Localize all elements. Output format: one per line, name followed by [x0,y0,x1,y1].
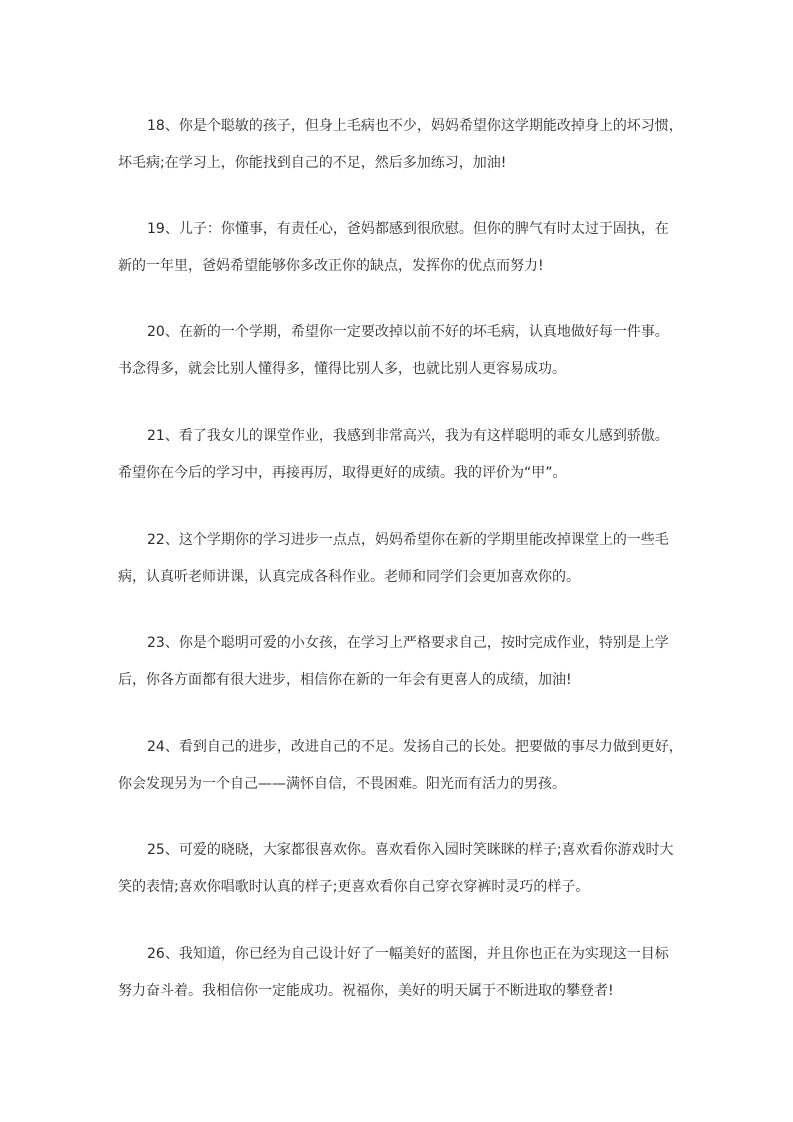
paragraph-line: 19、儿子：你懂事，有责任心，爸妈都感到很欣慰。但你的脾气有时太过于固执，在 [147,221,669,237]
paragraph-25 [118,840,678,897]
paragraph-line: 23、你是个聪明可爱的小女孩，在学习上严格要求自己，按时完成作业，特别是上学 [147,635,669,651]
paragraph-line: 18、你是个聪敏的孩子，但身上毛病也不少，妈妈希望你这学期能改掉身上的坏习惯， [147,118,683,134]
paragraph-24 [118,737,683,794]
paragraph-line: 后，你各方面都有很大进步，相信你在新的一年会有更喜人的成绩，加油! [118,672,572,688]
paragraph-18 [118,116,683,173]
paragraph-line: 新的一年里，爸妈希望能够你多改正你的缺点，发挥你的优点而努力! [118,258,544,274]
paragraph-20 [118,322,678,379]
paragraph-line: 希望你在今后的学习中，再接再厉，取得更好的成绩。我的评价为“甲”。 [118,465,567,481]
paragraph-line: 21、看了我女儿的课堂作业，我感到非常高兴，我为有这样聪明的乖女儿感到骄傲。 [147,428,669,444]
paragraph-23 [118,633,678,690]
paragraph-19 [118,219,678,276]
paragraph-22 [118,530,678,587]
paragraph-line: 20、在新的一个学期，希望你一定要改掉以前不好的坏毛病，认真地做好每一件事。 [147,324,669,340]
paragraph-line: 病，认真听老师讲课，认真完成各科作业。老师和同学们会更加喜欢你的。 [118,569,580,585]
paragraph-line: 书念得多，就会比别人懂得多，懂得比别人多，也就比别人更容易成功。 [118,361,566,377]
paragraph-line: 你会发现另为一个自己——满怀自信，不畏困难。阳光而有活力的男孩。 [118,776,566,792]
paragraph-21 [118,426,678,483]
paragraph-26 [118,944,678,1001]
paragraph-line: 努力奋斗着。我相信你一定能成功。祝福你，美好的明天属于不断进取的攀登者! [118,983,614,999]
paragraph-line: 26、我知道，你已经为自己设计好了一幅美好的蓝图，并且你也正在为实现这一目标 [147,946,669,962]
paragraph-line: 坏毛病;在学习上，你能找到自己的不足，然后多加练习，加油! [118,155,507,171]
paragraph-line: 24、看到自己的进步，改进自己的不足。发扬自己的长处。把要做的事尽力做到更好， [147,739,683,755]
paragraph-line: 22、这个学期你的学习进步一点点，妈妈希望你在新的学期里能改掉课堂上的一些毛 [147,532,669,548]
paragraph-line: 笑的表情;喜欢你唱歌时认真的样子;更喜欢看你自己穿衣穿裤时灵巧的样子。 [118,879,590,895]
paragraph-line: 25、可爱的晓晓，大家都很喜欢你。喜欢看你入园时笑眯眯的样子;喜欢看你游戏时大 [147,842,674,858]
